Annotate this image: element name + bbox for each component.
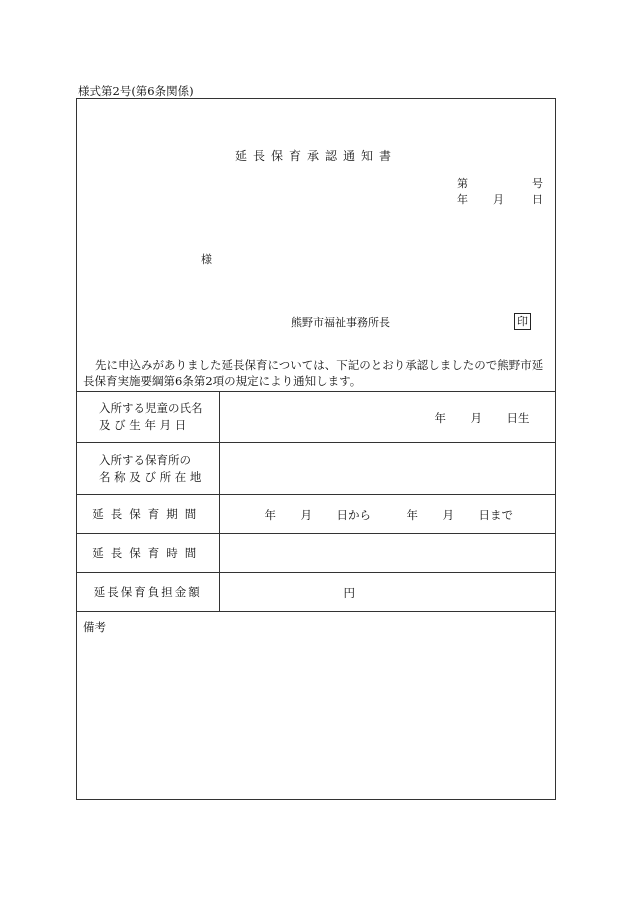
issuer-name: 熊野市福祉事務所長 bbox=[291, 316, 390, 329]
date-month-label: 月 bbox=[493, 193, 504, 206]
child-name-birthdate-field[interactable]: 年 月 日生 bbox=[219, 392, 555, 443]
extension-hours-field[interactable] bbox=[219, 534, 555, 573]
document-title: 延長保育承認通知書 bbox=[234, 149, 397, 163]
seal-mark: 印 bbox=[514, 313, 531, 330]
remarks-field[interactable] bbox=[77, 609, 555, 799]
addressee-suffix: 様 bbox=[201, 253, 212, 266]
table-row bbox=[77, 573, 555, 612]
table-row bbox=[77, 443, 555, 495]
notice-body-line-1: 先に申込みがありました延長保育については、下記のとおり承認しましたので熊野市延 bbox=[95, 358, 544, 372]
child-name-birthdate-label: 入所する児童の氏名 及 び 生 年 月 日 bbox=[77, 392, 219, 443]
notice-body bbox=[83, 357, 553, 389]
extension-period-label: 延長保育期間 bbox=[77, 495, 219, 534]
table-row bbox=[77, 495, 555, 534]
date-day-label: 日 bbox=[532, 193, 543, 206]
table-row bbox=[77, 392, 555, 443]
date-year-label: 年 bbox=[457, 193, 468, 206]
details-table bbox=[77, 391, 555, 612]
notice-form bbox=[76, 98, 556, 800]
form-number: 様式第2号(第6条関係) bbox=[78, 84, 194, 98]
number-prefix: 第 bbox=[457, 177, 468, 190]
fee-amount-field[interactable]: 円 bbox=[219, 573, 555, 612]
nursery-name-address-label: 入所する保育所の 名 称 及 び 所 在 地 bbox=[77, 443, 219, 495]
notice-body-line-2: 長保育実施要綱第6条第2項の規定により通知します。 bbox=[83, 374, 362, 388]
extension-period-field[interactable]: 年 月 日から 年 月 日まで bbox=[219, 495, 555, 534]
remarks-label: 備考 bbox=[83, 620, 106, 634]
fee-amount-label: 延長保育負担金額 bbox=[77, 573, 219, 612]
number-suffix: 号 bbox=[532, 177, 543, 190]
nursery-name-address-field[interactable] bbox=[219, 443, 555, 495]
extension-hours-label: 延長保育時間 bbox=[77, 534, 219, 573]
table-row bbox=[77, 534, 555, 573]
